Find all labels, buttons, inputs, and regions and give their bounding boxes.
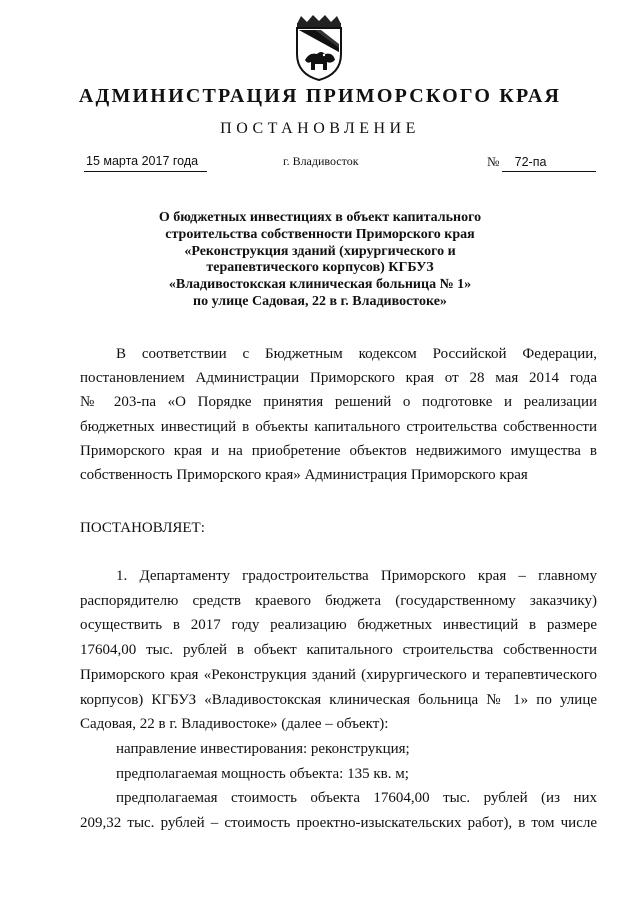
item-1-paragraph — [80, 564, 597, 836]
document-date: 15 марта 2017 года — [86, 154, 199, 168]
paragraph-line: Приморского края и на приобретение объектов недвижимого имущества в — [80, 442, 597, 459]
paragraph-line: № 203-па «О Порядке принятия решений о подготовке и реализации — [80, 394, 597, 411]
title-line: О бюджетных инвестициях в объект капитального — [158, 210, 482, 225]
paragraph-line: осуществить в 2017 году реализацию бюджетных инвестиций в размере — [80, 617, 597, 634]
date-underline — [84, 171, 207, 172]
paragraph-line: предполагаемая мощность объекта: 135 кв. м; — [116, 765, 409, 782]
paragraph-line: 1. Департаменту градостроительства Приморского края – главному — [116, 568, 597, 584]
document-number — [487, 154, 546, 170]
title-line: по улице Садовая, 22 в г. Владивостоке» — [193, 293, 447, 309]
paragraph-line: Приморского края «Реконструкция зданий (хирургического и терапевтического — [80, 666, 597, 683]
paragraph-line: 17604,00 тыс. рублей в объект капитального строительства собственности — [80, 642, 597, 659]
paragraph-line: предполагаемая стоимость объекта 17604,00 тыс. рублей (из них — [116, 790, 597, 807]
number-underline — [502, 171, 596, 172]
number-label: № — [487, 154, 500, 169]
paragraph-line: В соответствии с Бюджетным кодексом Российской Федерации, — [116, 346, 597, 362]
title-line: «Реконструкция зданий (хирургического и — [184, 243, 456, 259]
title-line: терапевтического корпусов) КГБУЗ — [206, 260, 434, 276]
document-city: г. Владивосток — [283, 154, 359, 168]
title-line: «Владивостокская клиническая больница № 1» — [168, 277, 472, 293]
paragraph-line: корпусов) КГБУЗ «Владивостокская клиническая больница № 1» по улице — [80, 691, 597, 708]
paragraph-line: собственность Приморского края» Администрация Приморского края — [80, 467, 528, 484]
agency-name: АДМИНИСТРАЦИЯ ПРИМОРСКОГО КРАЯ — [78, 85, 562, 107]
paragraph-line: распорядителю средств краевого бюджета (государственному заказчику) — [80, 592, 597, 609]
paragraph-line: бюджетных инвестиций в объекты капитального строительства собственности — [80, 418, 597, 435]
paragraph-line: Садовая, 22 в г. Владивостоке» (далее – объект): — [80, 716, 389, 733]
coat-of-arms-icon — [291, 14, 347, 82]
document-type: ПОСТАНОВЛЕНИЕ — [220, 120, 420, 137]
document-title — [120, 210, 520, 311]
paragraph-line: постановлением Администрации Приморского края от 28 мая 2014 года — [80, 370, 597, 387]
paragraph-line: 209,32 тыс. рублей – стоимость проектно-изыскательских работ), в том числе — [80, 815, 597, 832]
decree-word: ПОСТАНОВЛЯЕТ: — [80, 520, 205, 536]
paragraph-line: направление инвестирования: реконструкция; — [116, 740, 410, 757]
title-line: строительства собственности Приморского края — [165, 226, 475, 242]
number-value: 72-па — [514, 155, 547, 169]
intro-paragraph — [80, 342, 597, 487]
